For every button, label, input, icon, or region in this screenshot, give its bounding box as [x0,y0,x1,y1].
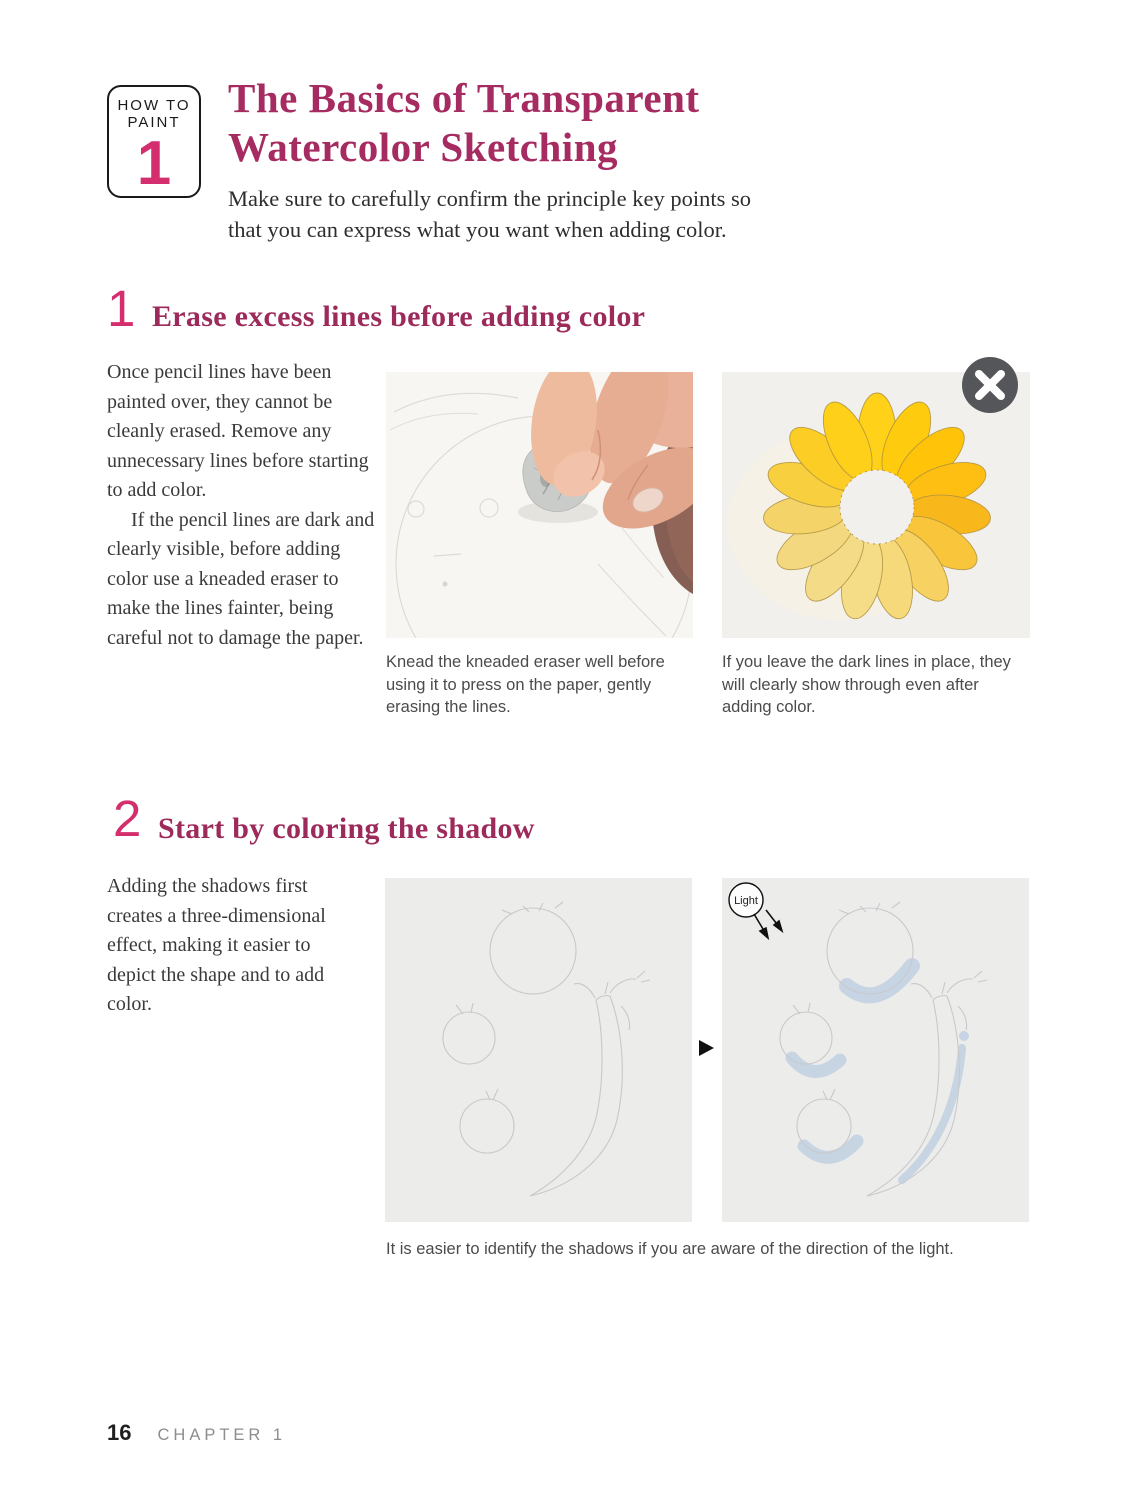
section-2-heading: Start by coloring the shadow [158,812,535,845]
page-subtitle-line1: Make sure to carefully confirm the principle key points so [228,186,751,211]
kneaded-eraser-illustration [386,372,693,638]
vegetable-sketch-plain [385,878,692,1222]
photo-kneaded-eraser [386,372,693,638]
how-to-paint-badge [107,85,201,198]
page-subtitle [228,183,751,245]
page-footer [107,1420,286,1446]
page-title-line2: Watercolor Sketching [228,124,618,170]
arrow-right-icon [699,1040,714,1056]
page-title [228,74,700,172]
caption-light-direction: It is easier to identify the shadows if you are aware of the direction of the light. [386,1240,954,1258]
sketch-with-shadow [722,878,1029,1222]
page-title-line1: The Basics of Transparent [228,75,700,121]
close-icon [973,368,1007,402]
sketch-before-shadow [385,878,692,1222]
badge-number: 1 [136,129,172,198]
page-number: 16 [107,1420,132,1445]
chapter-label: CHAPTER 1 [157,1426,287,1444]
caption-flower: If you leave the dark lines in place, they will clearly show through even after adding color. [722,653,1011,716]
section-1-body [107,358,375,653]
page-subtitle-line2: that you can express what you want when adding color. [228,217,727,242]
caption-eraser: Knead the kneaded eraser well before using it to press on the paper, gently erasing the lines. [386,653,665,716]
section-2-body [107,872,363,1020]
light-label-badge [729,883,763,917]
section-1-heading: Erase excess lines before adding color [152,300,646,333]
section-2-number: 2 [113,790,142,847]
light-label: Light [734,895,758,907]
section-1-paragraph-1: Once pencil lines have been painted over, they cannot be cleanly erased. Remove any unnecessary lines before starting to add color. [107,361,369,501]
wrong-example-badge [962,357,1018,413]
badge-label [109,97,199,131]
vegetable-sketch-shadowed [722,878,1029,1222]
section-2-paragraph-1: Adding the shadows first creates a three-dimensional effect, making it easier to depict the shape and to add color. [107,875,326,1015]
section-1-number: 1 [107,280,136,337]
badge-label-line1: HOW TO [117,97,191,114]
section-1-paragraph-2: If the pencil lines are dark and clearly visible, before adding color use a kneaded eraser to make the lines fainter, being careful not to damage the paper. [107,508,375,649]
badge-label-line2: PAINT [127,114,181,131]
